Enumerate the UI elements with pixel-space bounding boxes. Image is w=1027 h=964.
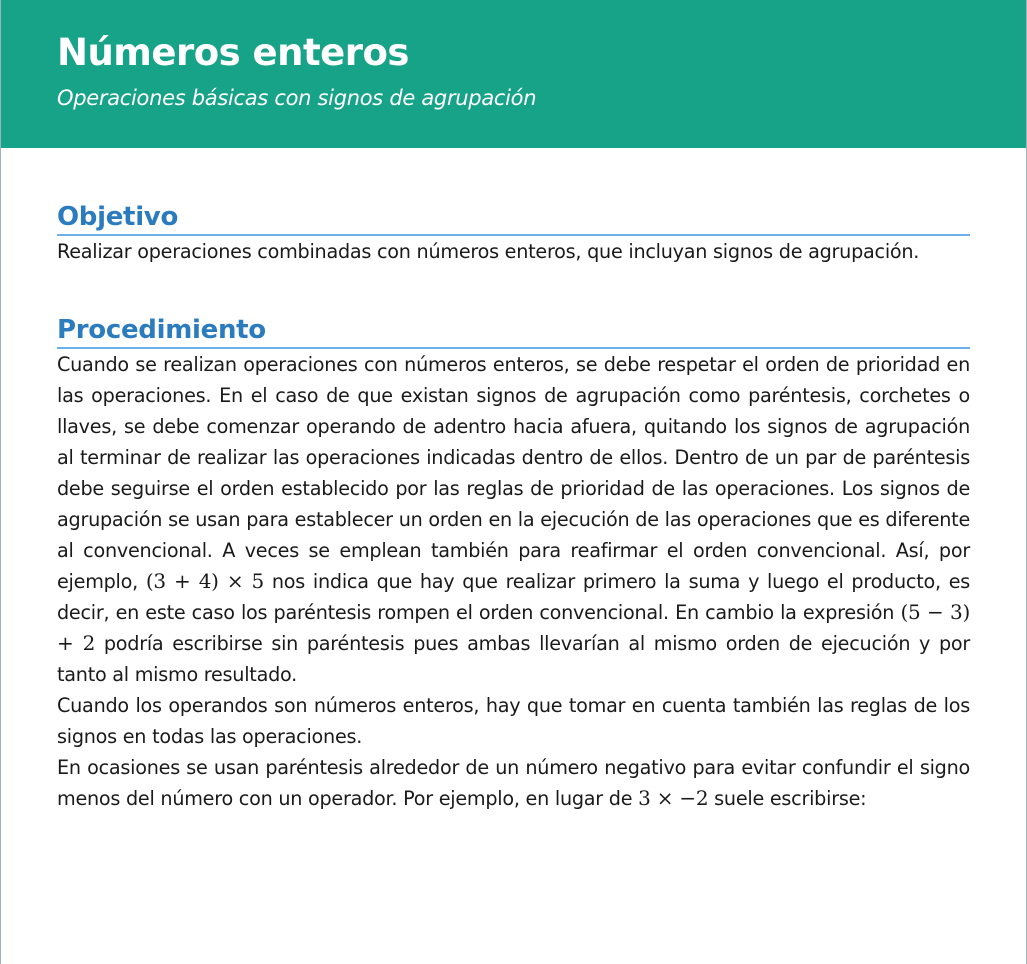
procedimiento-paragraph-3	[57, 752, 970, 814]
procedimiento-paragraph-1	[57, 349, 970, 690]
math-expression: (5 − 3) + 2	[57, 600, 970, 655]
page-title: Números enteros	[57, 31, 409, 74]
paragraph-text: podría escribirse sin paréntesis pues ambas llevarían al mismo orden de ejecución y por tanto al mismo resultado.	[57, 632, 971, 686]
paragraph-text: nos indica que hay que realizar primero la suma y luego el producto, es decir, en este caso los paréntesis rompen el orden convencional. En cambio la expresión	[57, 570, 970, 624]
objetivo-text: Realizar operaciones combinadas con números enteros, que incluyan signos de agrupación.	[57, 240, 920, 263]
paragraph-text: En ocasiones se usan paréntesis alrededor de un número negativo para evitar confundir el signo menos del número con un operador. Por ejemplo, en lugar de	[57, 756, 970, 810]
math-expression: (3 + 4) × 5	[145, 569, 264, 593]
document-body	[1, 200, 1026, 814]
procedimiento-paragraph-2: Cuando los operandos son números enteros, hay que tomar en cuenta también las reglas de los signos en todas las operaciones.	[57, 694, 970, 748]
page-subtitle: Operaciones básicas con signos de agrupación	[57, 86, 537, 110]
paragraph-text: suele escribirse:	[708, 787, 867, 810]
page-header	[1, 0, 1026, 148]
section-heading-procedimiento: Procedimiento	[57, 313, 970, 349]
section-heading-objetivo: Objetivo	[57, 200, 970, 236]
math-expression: 3 × −2	[638, 786, 709, 810]
paragraph-text: Cuando se realizan operaciones con números enteros, se debe respetar el orden de prioridad en las operaciones. En el caso de que existan signos de agrupación como paréntesis, corchetes o llaves, se debe comenzar operando de adentro hacia afuera, quitando los signos de agrupación al terminar de realizar las operaciones indicadas dentro de ellos. Dentro de un par de paréntesis debe seguirse el orden establecido por las reglas de prioridad de las operaciones. Los signos de agrupación se usan para establecer un orden en la ejecución de las operaciones que es diferente al convencional. A veces se emplean también para reafirmar el orden convencional. Así, por ejemplo,	[57, 353, 970, 593]
